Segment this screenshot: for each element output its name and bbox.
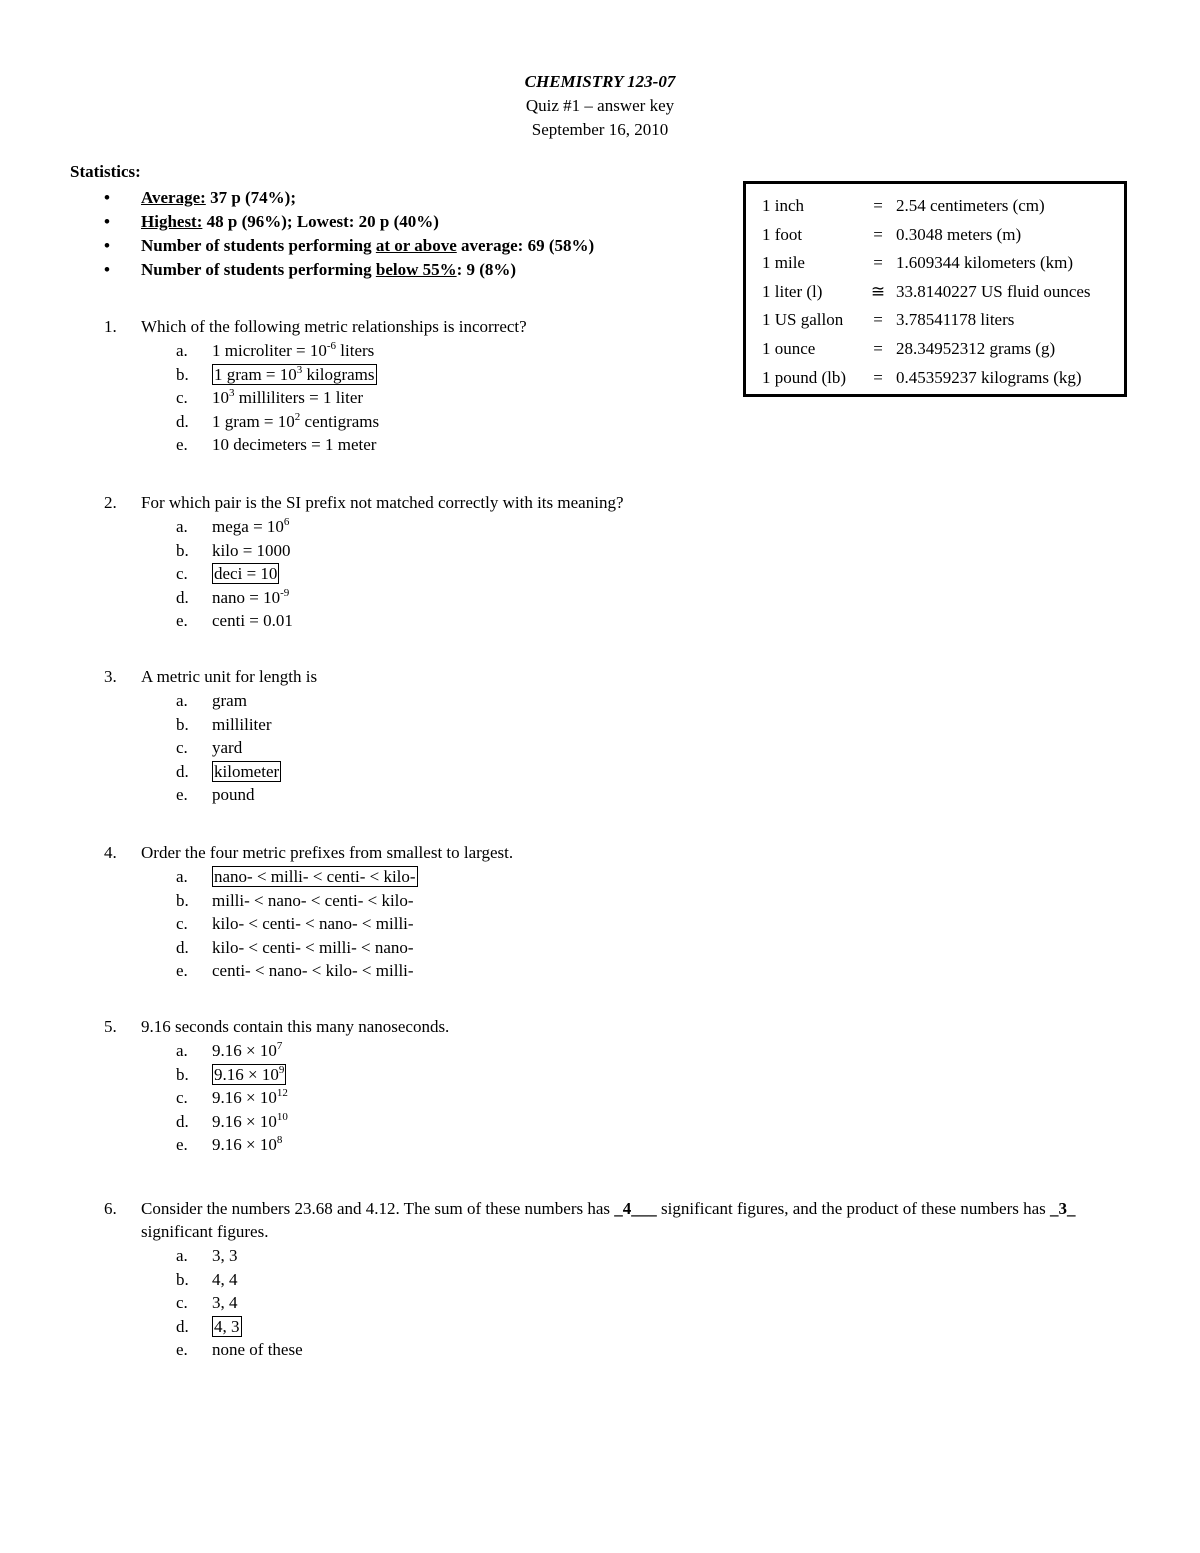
conversion-value: 33.8140227 US fluid ounces: [896, 281, 1091, 301]
exponent: 6: [283, 516, 290, 528]
option-letter: c.: [176, 564, 188, 583]
question-number: 6.: [104, 1199, 117, 1218]
option-text: [212, 1039, 282, 1062]
option-letter: b.: [176, 540, 189, 560]
option-value: 1 gram = $10^3$ kilograms: [214, 363, 375, 384]
option-value: 4, 3: [214, 1316, 240, 1336]
option-text: [212, 433, 376, 456]
conversion-symbol: =: [873, 310, 883, 330]
option-value: $9.16 \times 10^8$: [212, 1134, 283, 1154]
correct-answer: [212, 562, 279, 585]
option-letter: c.: [176, 914, 188, 933]
stat-highest-label: Highest:: [141, 212, 203, 231]
stat-average: [104, 186, 296, 210]
conversion-symbol: =: [873, 224, 883, 244]
option-value: 1 microliter = $10^{-6}$ liters: [212, 340, 375, 360]
conversion-symbol: ≅: [870, 281, 886, 301]
option-value: kilo = 1000: [212, 540, 291, 560]
option-text: [212, 1268, 238, 1291]
option-letter: e.: [176, 961, 188, 980]
option-value: nano- < milli- < centi- < kilo-: [214, 867, 416, 886]
conversion-symbol: =: [873, 339, 883, 358]
question-text: Order the four metric prefixes from smallest to largest.: [141, 843, 514, 862]
document-date: September 16, 2010: [531, 120, 669, 139]
conversion-value: 28.34952312 grams (g): [896, 339, 1056, 358]
correct-answer: [212, 1315, 242, 1338]
option-text: [212, 1291, 238, 1314]
question-number: 2.: [104, 493, 117, 512]
stat-highest-value: 48 p (96%); Lowest: 20 p (40%): [202, 212, 439, 231]
option-letter: e.: [176, 1135, 188, 1154]
option-value: kilo- < centi- < milli- < nano-: [212, 937, 414, 957]
option-value: yard: [212, 738, 243, 757]
exponent: 7: [276, 1040, 283, 1052]
option-value: 3, 4: [212, 1293, 238, 1312]
stat-average-value: 37 p (74%);: [205, 188, 297, 207]
conversion-unit: 1 pound (lb): [762, 367, 847, 387]
stat-above-prefix: Number of students performing: [141, 236, 376, 255]
conversion-unit: 1 liter (l): [762, 281, 823, 301]
option-letter: c.: [176, 388, 188, 407]
conversion-unit: 1 inch: [762, 196, 805, 215]
option-letter: b.: [176, 1269, 189, 1289]
exponent: 10: [276, 1110, 288, 1123]
option-letter: b.: [176, 364, 189, 384]
conversion-unit: 1 US gallon: [762, 310, 844, 330]
option-text: [212, 736, 242, 759]
option-letter: a.: [176, 517, 188, 536]
option-letter: c.: [176, 738, 188, 757]
correct-answer: [212, 363, 377, 386]
option-letter: e.: [176, 1340, 188, 1359]
exponent: 12: [276, 1087, 288, 1099]
option-value: $9.16 \times 10^{12}$: [212, 1087, 288, 1107]
option-value: 3, 3: [212, 1246, 238, 1265]
question-text-part: significant figures.: [141, 1222, 269, 1241]
question-text: For which pair is the SI prefix not matched correctly with its meaning?: [141, 493, 624, 512]
option-text: [212, 386, 363, 409]
option-letter: e.: [176, 785, 188, 804]
question-number: 3.: [104, 667, 117, 686]
answer-blank: _4___: [614, 1199, 657, 1218]
option-text: [212, 515, 289, 538]
option-letter: e.: [176, 435, 188, 454]
option-letter: e.: [176, 611, 188, 630]
option-value: kilo- < centi- < nano- < milli-: [212, 914, 414, 933]
question-number: 4.: [104, 843, 117, 862]
option-value: kilometer: [214, 761, 280, 781]
option-text: [212, 609, 293, 632]
exponent: -9: [280, 586, 290, 599]
option-text: [212, 713, 272, 736]
option-value: mega = $10^6$: [212, 516, 290, 536]
option-text: [212, 1110, 288, 1133]
option-text: [212, 539, 291, 562]
option-letter: b.: [176, 890, 189, 910]
option-value: none of these: [212, 1340, 303, 1359]
conversion-unit: 1 foot: [762, 224, 803, 244]
exponent: 3: [229, 387, 235, 399]
exponent: 9: [278, 1063, 285, 1076]
option-text: [212, 783, 255, 806]
conversion-symbol: =: [873, 253, 883, 273]
question-text-part: Consider the numbers 23.68 and 4.12. The sum of these numbers has: [141, 1199, 615, 1218]
document-title: CHEMISTRY 123-07: [524, 72, 676, 91]
conversion-symbol: =: [873, 196, 883, 215]
bullet: •: [104, 236, 110, 255]
question-text: [141, 1197, 1091, 1243]
option-letter: a.: [176, 341, 188, 360]
conversion-value: 3.78541178 liters: [896, 310, 1015, 330]
option-value: deci = 10: [214, 564, 278, 583]
option-text: [212, 1244, 238, 1267]
option-value: centi = 0.01: [212, 611, 293, 630]
option-value: nano = $10^{-9}$: [212, 586, 290, 607]
question-number: 1.: [104, 317, 117, 336]
option-text: [212, 959, 414, 982]
option-value: milli- < nano- < centi- < kilo-: [212, 890, 414, 910]
option-value: 1 gram = $10^2$ centigrams: [212, 410, 380, 431]
conversion-unit: 1 ounce: [762, 339, 816, 358]
conversion-value: 0.3048 meters (m): [896, 224, 1022, 244]
exponent: 2: [294, 410, 301, 423]
option-text: [212, 1086, 288, 1109]
option-letter: a.: [176, 691, 188, 710]
bullet: •: [104, 188, 110, 207]
option-letter: c.: [176, 1293, 188, 1312]
option-letter: b.: [176, 714, 189, 734]
question-text: 9.16 seconds contain this many nanoseconds.: [141, 1017, 450, 1036]
option-text: [212, 689, 247, 712]
question-text: Which of the following metric relationships is incorrect?: [141, 317, 527, 336]
answer-blank: _3_: [1050, 1199, 1076, 1218]
question-number: 5.: [104, 1017, 117, 1036]
exponent: 3: [296, 363, 303, 376]
correct-answer: [212, 865, 418, 888]
exponent: -6: [326, 340, 337, 352]
option-letter: d.: [176, 937, 189, 957]
option-value: 10 decimeters = 1 meter: [212, 435, 377, 454]
option-text: [212, 889, 414, 912]
statistics-heading: Statistics:: [70, 162, 141, 181]
option-value: centi- < nano- < kilo- < milli-: [212, 961, 414, 980]
option-value: $9.16 \times 10^7$: [212, 1040, 283, 1060]
conversion-value: 2.54 centimeters (cm): [896, 196, 1045, 215]
stat-average-label: Average:: [141, 188, 206, 207]
stat-highest-lowest: [104, 210, 439, 234]
option-value: $9.16 \times 10^{10}$: [212, 1110, 288, 1131]
option-value: $10^3$ milliliters = 1 liter: [212, 387, 364, 407]
option-letter: a.: [176, 867, 188, 886]
question-text-part: significant figures, and the product of these numbers has: [656, 1199, 1051, 1218]
option-letter: b.: [176, 1064, 189, 1084]
option-value: $9.16 \times 10^9$: [214, 1063, 285, 1084]
option-value: 4, 4: [212, 1269, 238, 1289]
conversion-table: [743, 181, 1127, 397]
option-text: [212, 936, 414, 959]
option-letter: d.: [176, 1316, 189, 1336]
option-text: [212, 1133, 282, 1156]
option-letter: d.: [176, 587, 189, 607]
option-letter: d.: [176, 411, 189, 431]
correct-answer: [212, 760, 281, 783]
option-letter: c.: [176, 1088, 188, 1107]
option-letter: d.: [176, 761, 189, 781]
bullet: •: [104, 260, 110, 279]
question-text: A metric unit for length is: [141, 667, 318, 686]
option-value: milliliter: [212, 714, 272, 734]
option-text: [212, 586, 289, 609]
option-letter: a.: [176, 1041, 188, 1060]
option-text: [212, 912, 414, 935]
conversion-value: 0.45359237 kilograms (kg): [896, 367, 1082, 387]
stat-above-underlined: at or above: [375, 236, 457, 255]
option-letter: a.: [176, 1246, 188, 1265]
stat-below-prefix: Number of students performing: [141, 260, 376, 279]
option-text: [212, 410, 379, 433]
stat-below-suffix: : 9 (8%): [456, 260, 517, 279]
stat-below-underlined: below 55%: [375, 260, 457, 279]
option-text: [212, 1338, 303, 1361]
document-subtitle: Quiz #1 – answer key: [525, 96, 675, 115]
option-value: gram: [212, 691, 247, 710]
option-letter: d.: [176, 1111, 189, 1131]
option-text: [212, 339, 374, 362]
correct-answer: [212, 1063, 286, 1086]
conversion-unit: 1 mile: [762, 253, 805, 273]
stat-above-average: [104, 234, 594, 258]
stat-above-suffix: average: 69 (58%): [456, 236, 595, 255]
stat-below-55: [104, 258, 516, 282]
conversion-symbol: =: [873, 367, 883, 387]
conversion-value: 1.609344 kilometers (km): [896, 253, 1074, 273]
bullet: •: [104, 212, 110, 231]
exponent: 8: [276, 1134, 283, 1146]
option-value: pound: [212, 785, 255, 804]
